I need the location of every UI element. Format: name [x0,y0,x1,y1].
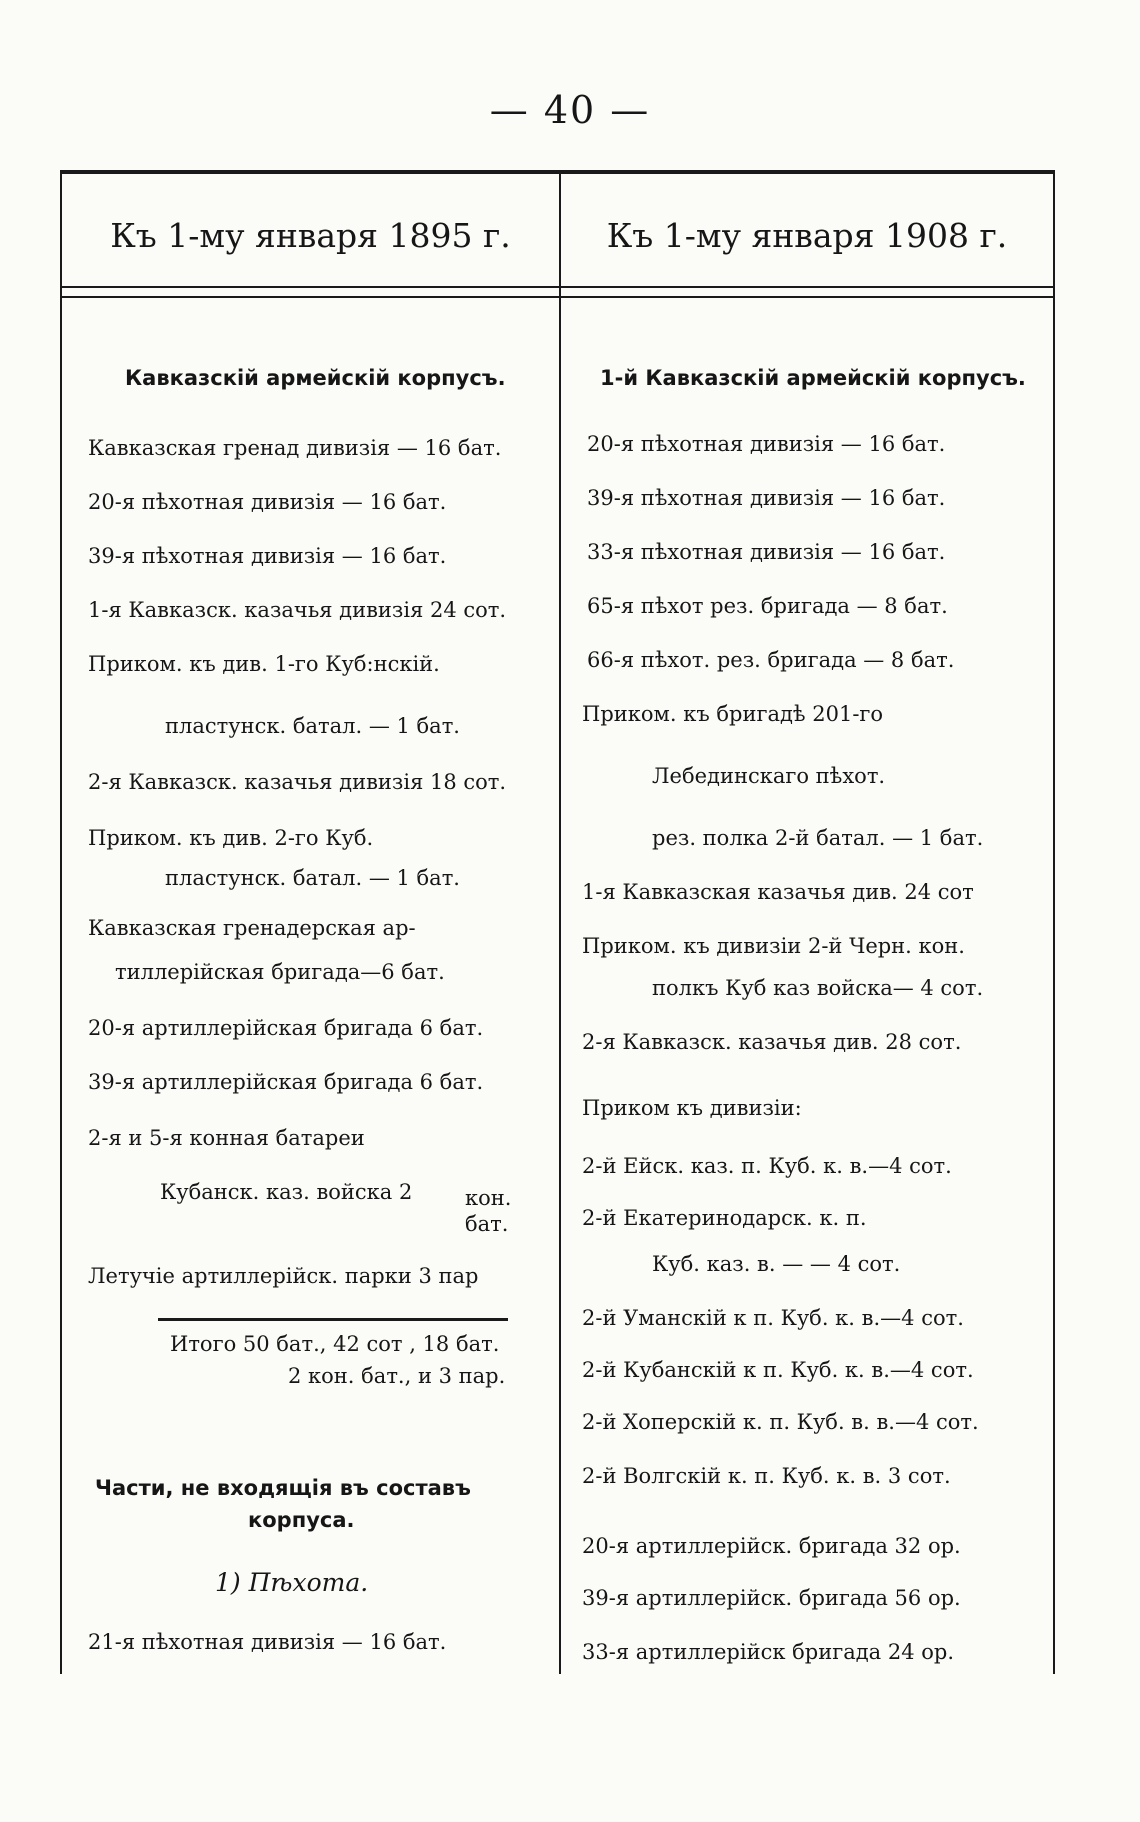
heading-1895: Къ 1-му января 1895 г. [110,216,511,255]
right-line: 33-я пѣхотная дивизія — 16 бат. [587,540,946,564]
extra-section-title-cont: корпуса. [248,1508,355,1532]
right-line: 2-й Ейск. каз. п. Куб. к. в.—4 сот. [582,1154,952,1178]
right-line: полкъ Куб каз войска— 4 сот. [652,976,984,1000]
right-line: 2-я Кавказск. казачья див. 28 сот. [582,1030,962,1054]
right-line: Лебединскаго пѣхот. [652,764,886,788]
left-line: 39-я пѣхотная дивизія — 16 бат. [88,544,447,568]
total-rule [158,1318,508,1321]
right-line: 2-й Волгскій к. п. Куб. к. в. 3 сот. [582,1464,951,1488]
right-line: 39-я артиллерійск. бригада 56 ор. [582,1586,961,1610]
left-line: Летучіе артиллерійск. парки 3 пар [88,1264,479,1288]
left-line: кон. [465,1186,512,1210]
left-line: Приком. къ див. 2-го Куб. [88,826,374,850]
left-line: 1-я Кавказск. казачья дивизія 24 сот. [88,598,507,622]
left-corps-title: Кавказскій армейскій корпусъ. [125,366,506,390]
left-line: бат. [465,1212,509,1236]
right-line: 39-я пѣхотная дивизія — 16 бат. [587,486,946,510]
right-line: 65-я пѣхот рез. бригада — 8 бат. [587,594,948,618]
right-line: 2-й Уманскій к п. Куб. к. в.—4 сот. [582,1306,964,1330]
right-line: рез. полка 2-й батал. — 1 бат. [652,826,984,850]
right-line: 2-й Екатеринодарск. к. п. [582,1206,867,1230]
column-divider [559,174,561,1674]
left-line: тиллерійская бригада—6 бат. [115,960,445,984]
left-line: пластунск. батал. — 1 бат. [165,714,460,738]
header-double-rule [62,286,1053,298]
left-total-line-1: Итого 50 бат., 42 сот , 18 бат. [170,1332,500,1356]
left-line: Кавказская гренад дивизія — 16 бат. [88,436,502,460]
heading-1908: Къ 1-му января 1908 г. [606,216,1008,255]
left-line: пластунск. батал. — 1 бат. [165,866,460,890]
right-line: Приком. къ дивизіи 2-й Черн. кон. [582,934,965,958]
right-line: 2-й Хоперскій к. п. Куб. в. в.—4 сот. [582,1410,979,1434]
left-total-line-2: 2 кон. бат., и 3 пар. [288,1364,506,1388]
left-line: 20-я артиллерійская бригада 6 бат. [88,1016,484,1040]
left-line: 21-я пѣхотная дивизія — 16 бат. [88,1630,447,1654]
left-line: 39-я артиллерійская бригада 6 бат. [88,1070,484,1094]
left-line: Кубанск. каз. войска 2 [160,1180,413,1204]
right-line: Приком. къ бригадѣ 201-го [582,702,884,726]
right-line: 1-я Кавказская казачья див. 24 сот [582,880,974,904]
right-line: 20-я артиллерійск. бригада 32 ор. [582,1534,961,1558]
right-line: 33-я артиллерійск бригада 24 ор. [582,1640,955,1664]
right-corps-title: 1-й Кавказскій армейскій корпусъ. [600,366,1026,390]
right-line: 2-й Кубанскій к п. Куб. к. в.—4 сот. [582,1358,974,1382]
left-line: 2-я и 5-я конная батареи [88,1126,365,1150]
right-line: Приком къ дивизіи: [582,1096,802,1120]
left-line: 20-я пѣхотная дивизія — 16 бат. [88,490,447,514]
right-line: 20-я пѣхотная дивизія — 16 бат. [587,432,946,456]
page-number: — 40 — [489,88,651,132]
extra-section-title: Части, не входящія въ составъ [95,1476,471,1500]
left-line: Кавказская гренадерская ар- [88,916,416,940]
infantry-label: 1) Пѣхота. [215,1568,369,1597]
left-line: 2-я Кавказск. казачья дивизія 18 сот. [88,770,507,794]
left-line: Приком. къ див. 1-го Куб:нскій. [88,652,440,676]
right-line: Куб. каз. в. — — 4 сот. [652,1252,901,1276]
right-line: 66-я пѣхот. рез. бригада — 8 бат. [587,648,955,672]
